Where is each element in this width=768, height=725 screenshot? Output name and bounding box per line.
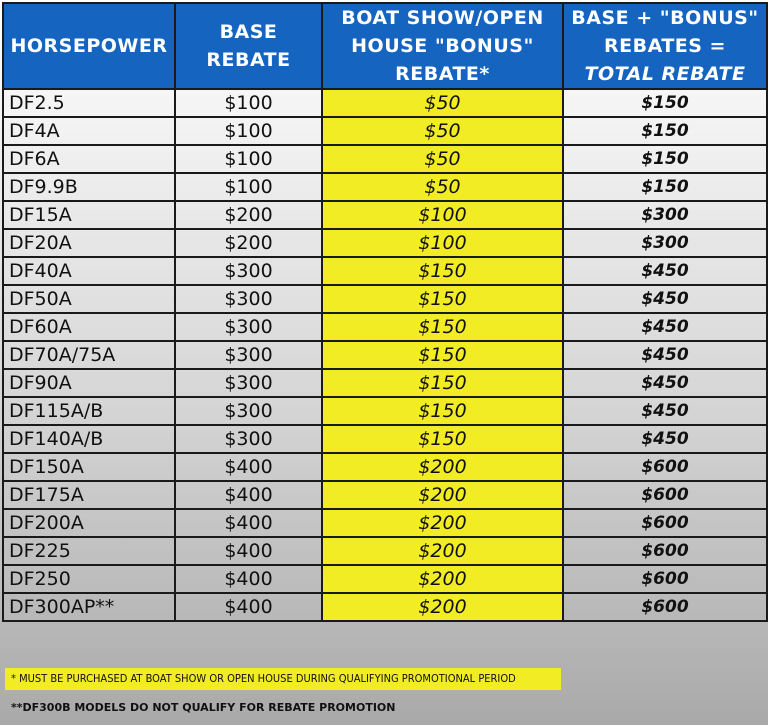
header-base-rebate: BASE REBATE	[175, 3, 322, 89]
table-row	[3, 397, 767, 425]
model-cell: DF4A	[3, 117, 175, 145]
table-row	[3, 537, 767, 565]
base-rebate-cell: $300	[175, 341, 322, 369]
table-row	[3, 565, 767, 593]
total-rebate-cell: $450	[563, 425, 767, 453]
bonus-rebate-cell: $50	[322, 145, 563, 173]
model-cell: DF175A	[3, 481, 175, 509]
bonus-rebate-cell: $200	[322, 481, 563, 509]
base-rebate-cell: $200	[175, 229, 322, 257]
base-rebate-cell: $200	[175, 201, 322, 229]
total-rebate-cell: $600	[563, 509, 767, 537]
header-horsepower: HORSEPOWER	[3, 3, 175, 89]
header-total-emphasis: TOTAL REBATE	[584, 63, 746, 85]
model-cell: DF115A/B	[3, 397, 175, 425]
base-rebate-cell: $400	[175, 537, 322, 565]
purchase-footnote: * MUST BE PURCHASED AT BOAT SHOW OR OPEN HOUSE DURING QUALIFYING PROMOTIONAL PERIOD	[5, 668, 561, 690]
total-rebate-cell: $300	[563, 201, 767, 229]
bonus-rebate-cell: $100	[322, 201, 563, 229]
total-rebate-cell: $150	[563, 117, 767, 145]
total-rebate-cell: $600	[563, 453, 767, 481]
base-rebate-cell: $100	[175, 89, 322, 117]
total-rebate-cell: $150	[563, 145, 767, 173]
bonus-rebate-cell: $50	[322, 89, 563, 117]
base-rebate-cell: $400	[175, 593, 322, 621]
total-rebate-cell: $150	[563, 89, 767, 117]
total-rebate-cell: $600	[563, 565, 767, 593]
total-rebate-cell: $450	[563, 285, 767, 313]
model-cell: DF140A/B	[3, 425, 175, 453]
bonus-rebate-cell: $150	[322, 397, 563, 425]
table-row	[3, 341, 767, 369]
model-cell: DF70A/75A	[3, 341, 175, 369]
bonus-rebate-cell: $100	[322, 229, 563, 257]
bonus-rebate-cell: $150	[322, 285, 563, 313]
table-row	[3, 481, 767, 509]
base-rebate-cell: $300	[175, 425, 322, 453]
total-rebate-cell: $450	[563, 341, 767, 369]
total-rebate-cell: $600	[563, 481, 767, 509]
total-rebate-cell: $600	[563, 537, 767, 565]
base-rebate-cell: $300	[175, 313, 322, 341]
bonus-rebate-cell: $150	[322, 425, 563, 453]
table-row	[3, 593, 767, 621]
model-cell: DF250	[3, 565, 175, 593]
exclusion-footnote: **DF300B MODELS DO NOT QUALIFY FOR REBATE PROMOTION	[11, 701, 396, 714]
total-rebate-cell: $450	[563, 397, 767, 425]
bonus-rebate-cell: $150	[322, 313, 563, 341]
total-rebate-cell: $300	[563, 229, 767, 257]
model-cell: DF2.5	[3, 89, 175, 117]
total-rebate-cell: $600	[563, 593, 767, 621]
bonus-rebate-cell: $200	[322, 565, 563, 593]
model-cell: DF200A	[3, 509, 175, 537]
base-rebate-cell: $400	[175, 565, 322, 593]
bonus-rebate-cell: $200	[322, 537, 563, 565]
table-row	[3, 509, 767, 537]
base-rebate-cell: $300	[175, 285, 322, 313]
bonus-rebate-cell: $50	[322, 117, 563, 145]
bonus-rebate-cell: $200	[322, 509, 563, 537]
rebate-table	[2, 2, 768, 622]
table-row	[3, 145, 767, 173]
table-body	[3, 89, 767, 621]
model-cell: DF20A	[3, 229, 175, 257]
table-row	[3, 257, 767, 285]
model-cell: DF300AP**	[3, 593, 175, 621]
model-cell: DF9.9B	[3, 173, 175, 201]
base-rebate-cell: $300	[175, 369, 322, 397]
header-bonus-rebate: BOAT SHOW/OPEN HOUSE "BONUS" REBATE*	[322, 3, 563, 89]
bonus-rebate-cell: $200	[322, 453, 563, 481]
base-rebate-cell: $100	[175, 173, 322, 201]
table-row	[3, 453, 767, 481]
table-header	[3, 3, 767, 89]
table-row	[3, 425, 767, 453]
bonus-rebate-cell: $150	[322, 369, 563, 397]
model-cell: DF150A	[3, 453, 175, 481]
model-cell: DF15A	[3, 201, 175, 229]
total-rebate-cell: $150	[563, 173, 767, 201]
table-row	[3, 89, 767, 117]
base-rebate-cell: $300	[175, 397, 322, 425]
model-cell: DF60A	[3, 313, 175, 341]
model-cell: DF6A	[3, 145, 175, 173]
base-rebate-cell: $400	[175, 509, 322, 537]
table-row	[3, 201, 767, 229]
table-row	[3, 369, 767, 397]
base-rebate-cell: $400	[175, 481, 322, 509]
base-rebate-cell: $300	[175, 257, 322, 285]
model-cell: DF50A	[3, 285, 175, 313]
header-total-rebate	[563, 3, 767, 89]
base-rebate-cell: $100	[175, 145, 322, 173]
table-row	[3, 173, 767, 201]
model-cell: DF40A	[3, 257, 175, 285]
header-total-label: BASE + "BONUS" REBATES =	[571, 7, 759, 57]
model-cell: DF225	[3, 537, 175, 565]
bonus-rebate-cell: $150	[322, 341, 563, 369]
total-rebate-cell: $450	[563, 313, 767, 341]
model-cell: DF90A	[3, 369, 175, 397]
base-rebate-cell: $400	[175, 453, 322, 481]
table-row	[3, 229, 767, 257]
table-row	[3, 285, 767, 313]
bonus-rebate-cell: $150	[322, 257, 563, 285]
table-row	[3, 313, 767, 341]
bonus-rebate-cell: $50	[322, 173, 563, 201]
base-rebate-cell: $100	[175, 117, 322, 145]
total-rebate-cell: $450	[563, 369, 767, 397]
bonus-rebate-cell: $200	[322, 593, 563, 621]
header-row	[3, 3, 767, 89]
table-row	[3, 117, 767, 145]
total-rebate-cell: $450	[563, 257, 767, 285]
